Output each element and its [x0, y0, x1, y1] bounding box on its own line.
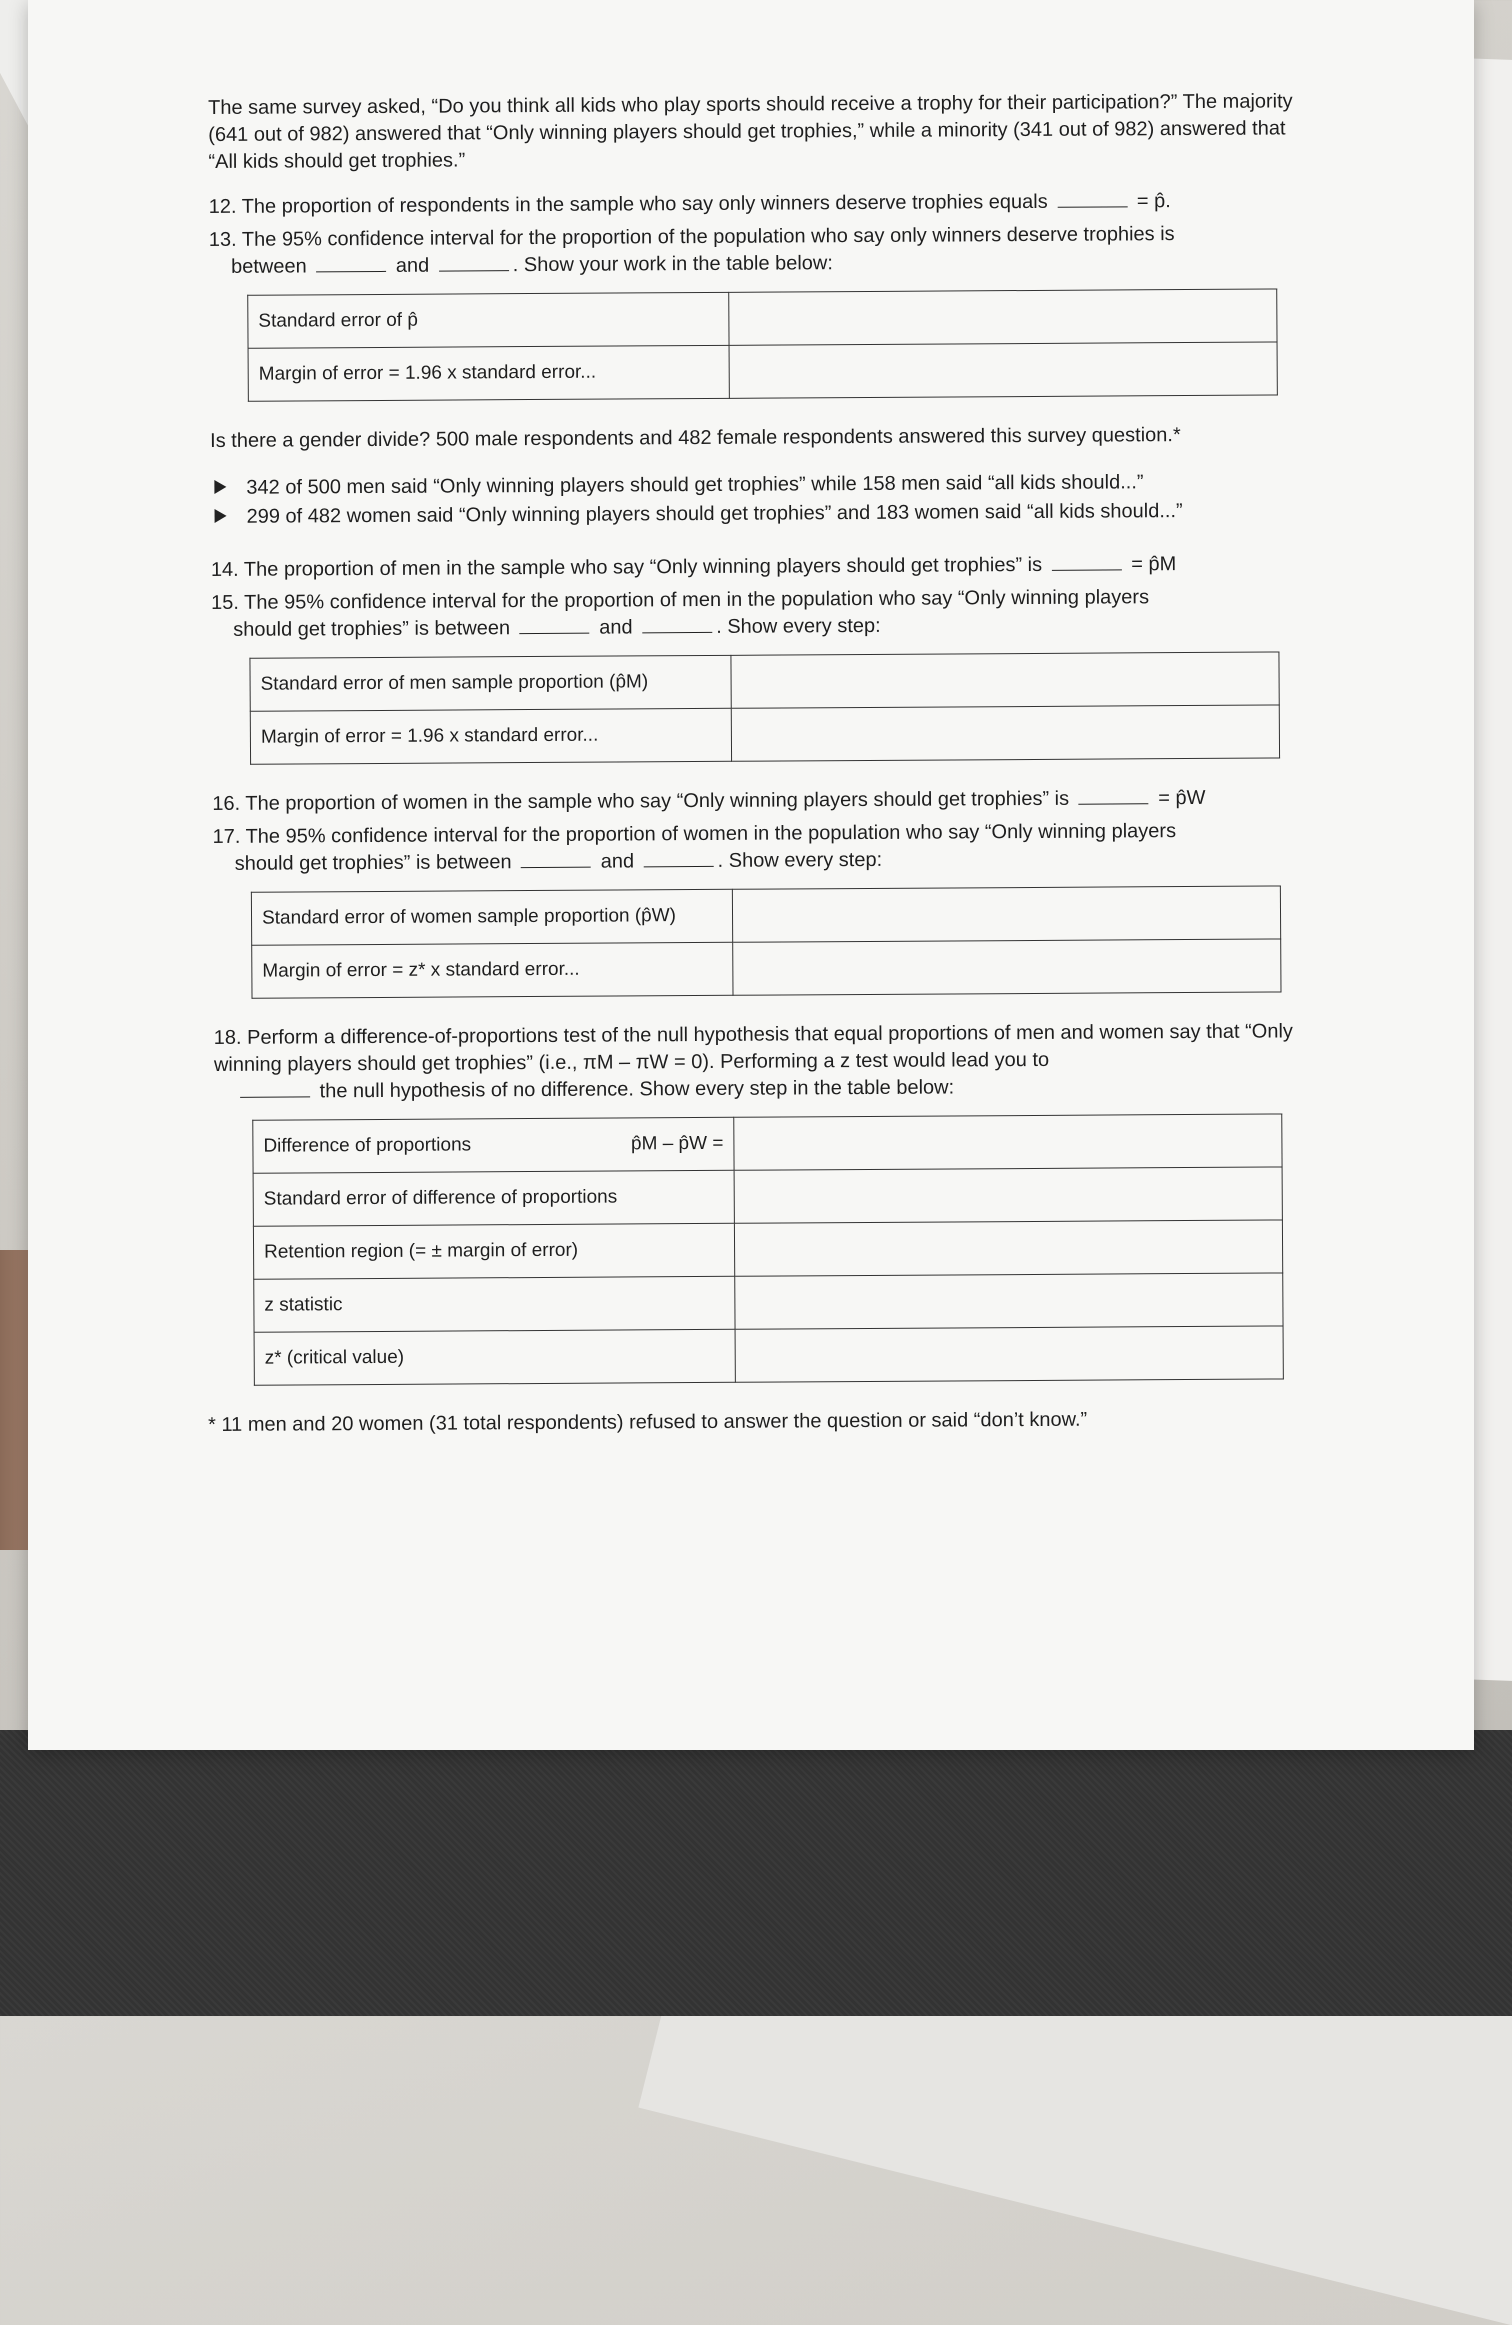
table-row — [248, 289, 1277, 348]
bullet-list — [210, 468, 1310, 531]
answer-cell[interactable] — [729, 342, 1277, 398]
bullet-text: 299 of 482 women said “Only winning players should get trophies” and 183 women said “all kids should...” — [246, 500, 1183, 528]
question-16-text: 16. The proportion of women in the sample who say “Only winning players should get trophies” is — [212, 787, 1070, 815]
table-row — [248, 342, 1277, 401]
answer-cell[interactable] — [729, 289, 1277, 345]
answer-cell[interactable] — [731, 652, 1279, 708]
question-17-between: should get trophies” is between — [234, 851, 512, 875]
question-13-between: between — [230, 255, 307, 278]
row-label: Margin of error = z* x standard error... — [252, 942, 733, 998]
table-row — [252, 939, 1281, 998]
answer-blank[interactable] — [1057, 190, 1127, 207]
work-table-17 — [251, 885, 1282, 998]
work-table-18 — [252, 1113, 1284, 1385]
question-15-instruction: . Show every step: — [716, 614, 881, 638]
background-floor — [0, 1250, 30, 1550]
row-label: z statistic — [254, 1276, 735, 1332]
question-13-and: and — [395, 254, 430, 277]
worksheet-page — [28, 0, 1474, 1750]
intro-paragraph: The same survey asked, “Do you think all kids who play sports should receive a trophy for their participation?” The majority (641 out of 982) answered that “Only winning players should get trophies,” while a minority (341 out of 982) answered that “All kids should get trophies.” — [208, 90, 1293, 173]
table-row — [254, 1273, 1283, 1332]
answer-cell[interactable] — [734, 1114, 1282, 1170]
row-label-formula: p̂M – p̂W = — [630, 1133, 724, 1155]
answer-blank[interactable] — [1052, 553, 1122, 570]
question-16 — [212, 784, 1312, 818]
row-label: Standard error of women sample proportion (p̂W) — [251, 889, 732, 945]
answer-cell[interactable] — [731, 705, 1279, 761]
table-row — [251, 886, 1280, 945]
question-15-continuation — [211, 610, 1311, 644]
row-label-text: Difference of proportions — [263, 1134, 472, 1157]
footnote: * 11 men and 20 women (31 total respondents) refused to answer the question or said “don’t know.” — [208, 1408, 1088, 1437]
question-15 — [211, 583, 1311, 644]
work-table-13 — [247, 288, 1278, 401]
question-18 — [214, 1018, 1314, 1106]
answer-cell[interactable] — [732, 886, 1280, 942]
question-14 — [211, 550, 1311, 584]
question-17 — [212, 817, 1312, 878]
question-18-instruction: the null hypothesis of no difference. Show every step in the table below: — [319, 1076, 955, 1103]
question-12-text: 12. The proportion of respondents in the sample who say only winners deserve trophies equals — [208, 190, 1048, 218]
table-row — [253, 1220, 1282, 1279]
row-label: Margin of error = 1.96 x standard error... — [248, 345, 729, 401]
row-label — [253, 1117, 734, 1173]
question-13-continuation — [209, 247, 1309, 281]
background-fabric — [0, 1730, 1512, 2016]
question-13-text: 13. The 95% confidence interval for the proportion of the population who say only winners deserve trophies is — [208, 223, 1175, 251]
question-14-suffix: = p̂M — [1131, 553, 1177, 576]
question-16-suffix: = p̂W — [1158, 786, 1206, 810]
question-15-text: 15. The 95% confidence interval for the proportion of men in the population who say “Only winning players — [211, 586, 1150, 614]
answer-blank[interactable] — [316, 255, 386, 272]
answer-blank[interactable] — [1079, 787, 1149, 804]
gender-intro: Is there a gender divide? 500 male respondents and 482 female respondents answered this survey question.* — [210, 424, 1181, 452]
answer-blank[interactable] — [644, 850, 714, 867]
question-12 — [209, 187, 1309, 221]
list-item — [210, 468, 1310, 502]
table-row — [250, 705, 1279, 764]
question-15-and: and — [599, 616, 633, 639]
table-row — [253, 1114, 1282, 1173]
question-13 — [209, 220, 1309, 281]
answer-cell[interactable] — [735, 1273, 1283, 1329]
row-label: Margin of error = 1.96 x standard error... — [250, 708, 731, 764]
list-item — [210, 497, 1310, 531]
answer-cell[interactable] — [733, 939, 1281, 995]
answer-blank[interactable] — [521, 851, 591, 868]
question-13-instruction: . Show your work in the table below: — [512, 252, 833, 277]
answer-cell[interactable] — [735, 1326, 1283, 1382]
question-18-text: 18. Perform a difference-of-proportions test of the null hypothesis that equal proportions of men and women say that “Only winning players should get trophies” (i.e., πM – πW = 0). Performing a z test would lead you to — [213, 1020, 1293, 1076]
arrow-bullet-icon — [215, 509, 227, 523]
answer-blank[interactable] — [642, 616, 712, 633]
worksheet-content — [208, 88, 1316, 1439]
question-15-between: should get trophies” is between — [233, 617, 511, 641]
row-label: Standard error of difference of proportions — [253, 1170, 734, 1226]
arrow-bullet-icon — [214, 480, 226, 494]
question-17-text: 17. The 95% confidence interval for the proportion of women in the population who say “Only winning players — [212, 820, 1177, 848]
answer-cell[interactable] — [734, 1220, 1282, 1276]
row-label: Standard error of men sample proportion (p̂M) — [250, 655, 731, 711]
row-label: Retention region (= ± margin of error) — [253, 1223, 734, 1279]
question-17-instruction: . Show every step: — [717, 848, 883, 872]
table-row — [253, 1167, 1282, 1226]
table-row — [254, 1326, 1283, 1385]
row-label: Standard error of p̂ — [248, 292, 729, 348]
answer-blank[interactable] — [439, 254, 509, 271]
table-row — [250, 652, 1279, 711]
answer-cell[interactable] — [734, 1167, 1282, 1223]
question-17-continuation — [213, 844, 1313, 878]
question-14-text: 14. The proportion of men in the sample who say “Only winning players should get trophies” is — [210, 553, 1043, 581]
work-table-15 — [249, 651, 1280, 764]
question-12-suffix: = p̂. — [1136, 190, 1171, 213]
question-18-continuation — [214, 1072, 1314, 1106]
question-17-and: and — [600, 850, 635, 873]
row-label: z* (critical value) — [254, 1329, 735, 1385]
answer-blank[interactable] — [240, 1080, 310, 1097]
answer-blank[interactable] — [520, 617, 590, 634]
bullet-text: 342 of 500 men said “Only winning players should get trophies” while 158 men said “all kids should...” — [246, 471, 1144, 499]
